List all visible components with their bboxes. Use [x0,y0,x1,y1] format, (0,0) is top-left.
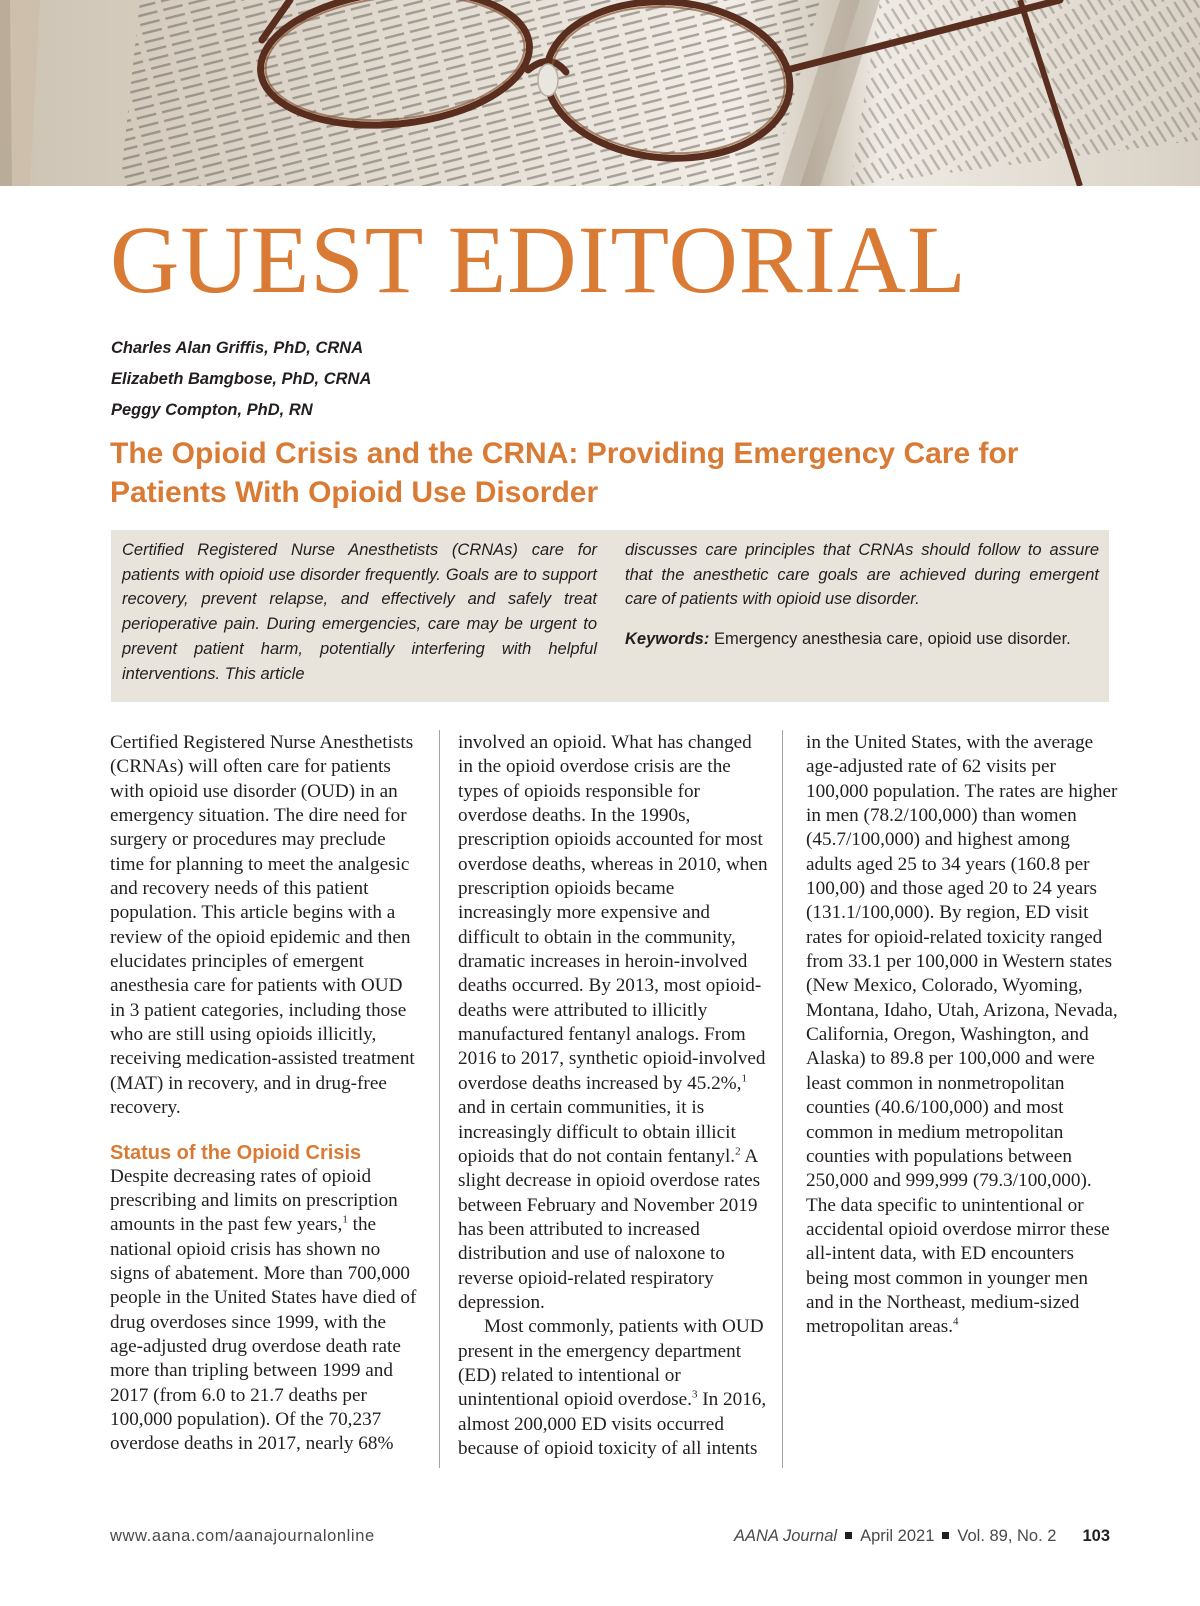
footer-citation [734,1527,1110,1546]
abstract-box [111,530,1109,702]
text-run: and in certain communities, it is increasingly difficult to obtain illicit opioids that do not contain fentanyl. [458,1097,736,1167]
author-name: Charles Alan Griffis, PhD, CRNA [111,339,364,357]
page-number: 103 [1082,1527,1110,1545]
article-title: The Opioid Crisis and the CRNA: Providing Emergency Care for Patients With Opioid Use Disorder [110,437,1019,509]
author-list [111,336,371,429]
bullet-separator [845,1532,852,1539]
author-name: Peggy Compton, PhD, RN [111,401,313,419]
issue-date: April 2021 [860,1527,935,1545]
intro-paragraph: Certified Registered Nurse Anesthetists (CRNAs) will often care for patients with opioid use disorder (OUD) in an emergency situation. The dire need for surgery or procedures may preclude time for planning to meet the analgesic and recovery needs of this patient population. This article begins with a review of the opioid epidemic and then elucidates principles of emergent anesthesia care for patients with OUD in 3 patient categories, including those who are still using opioids illicitly, receiving medication-assisted treatment (MAT) in recovery, and in drug-free recovery. [110,732,415,1119]
keywords-line [625,627,1099,652]
reference-marker: 4 [953,1315,959,1328]
bullet-separator [942,1532,949,1539]
journal-url: www.aana.com/aanajournalonline [110,1527,375,1545]
text-run: Most commonly, patients with OUD present in the emergency department (ED) related to intentional or unintentional opioid overdose. [458,1316,764,1411]
text-run: Despite decreasing rates of opioid prescribing and limits on prescription amounts in the past few years, [110,1165,398,1236]
reference-marker: 3 [691,1388,698,1401]
volume-issue: Vol. 89, No. 2 [957,1527,1057,1545]
reference-marker: 1 [342,1213,348,1226]
reference-marker: 2 [735,1145,741,1158]
abstract-text: discusses care principles that CRNAs should follow to assure that the anesthetic care goals are achieved during emergent care of patients with opioid use disorder. [625,541,1099,609]
text-run: A slight decrease in opioid overdose rates between February and November 2019 has been attributed to increased distribution and use of naloxone to reverse opioid-related respiratory depression. [458,1145,761,1313]
abstract-column-1: Certified Registered Nurse Anesthetists (CRNAs) care for patients with opioid use disorder frequently. Goals are to support recovery, prevent relapse, and effectively and safely treat perioperative pain. During emergencies, care may be urgent to prevent patient harm, potentially interfering with helpful interventions. This article [122,541,597,683]
text-run: the national opioid crisis has shown no signs of abatement. More than 700,000 people in the United States have died of drug overdoses since 1999, with the age-adjusted drug overdose death rate more than tripling between 1999 and 2017 (from 6.0 to 21.7 deaths per 100,000 population). Of the 70,237 overdose deaths in 2017, nearly 68% involved an opioid. What has changed in the opioid overdose crisis are the types of opioids responsible for overdose deaths. In the 1990s, prescription opioids accounted for most overdose deaths, whereas in 2010, when prescription opioids became increasingly more expensive and difficult to obtain in the community, dramatic increases in heroin-involved deaths occurred. By 2013, most opioid-deaths were attributed to illicitly manufactured fentanyl analogs. From 2016 to 2017, synthetic opioid-involved overdose deaths increased by 45.2%, [110,732,768,1455]
page-footer [110,1527,1110,1551]
section-heading-status: Status of the Opioid Crisis [110,1141,362,1164]
article-body [110,731,1118,1471]
book-glasses-illustration [0,0,1200,186]
author-name: Elizabeth Bamgbose, PhD, CRNA [111,370,372,388]
journal-name: AANA Journal [734,1527,838,1545]
keywords-value: Emergency anesthesia care, opioid use disorder. [713,630,1071,649]
keywords-label: Keywords: [625,630,710,649]
abstract-column-2 [625,538,1099,652]
header-photo-book-glasses [0,0,1200,186]
text-run: In 2016, almost 200,000 ED visits occurred because of opioid toxicity of all intents in the United States, with the average age-adjusted rate of 62 visits per 100,000 population. The rates are higher in men (78.2/100,000) than women (45.7/100,000) and highest among adults aged 25 to 34 years (160.8 per 100,00) and those aged 20 to 24 years (131.1/100,000). By region, ED visit rates for opioid-related toxicity ranged from 33.1 per 100,000 in Western states (New Mexico, Colorado, Wyoming, Montana, Idaho, Utah, Arizona, Nevada, California, Oregon, Washington, and Alaska) to 89.8 per 100,000 and were least common in nonmetropolitan counties (40.6/100,000) and most common in medium metropolitan counties with populations between 250,000 and 999,999 (79.3/100,000). The data specific to unintentional or accidental opioid overdose mirror these all-intent data, with ED encounters being most common in younger men and in the Northeast, medium-sized metropolitan areas. [458,732,1118,1459]
reference-marker: 1 [741,1072,747,1085]
section-title: GUEST EDITORIAL [110,206,967,313]
